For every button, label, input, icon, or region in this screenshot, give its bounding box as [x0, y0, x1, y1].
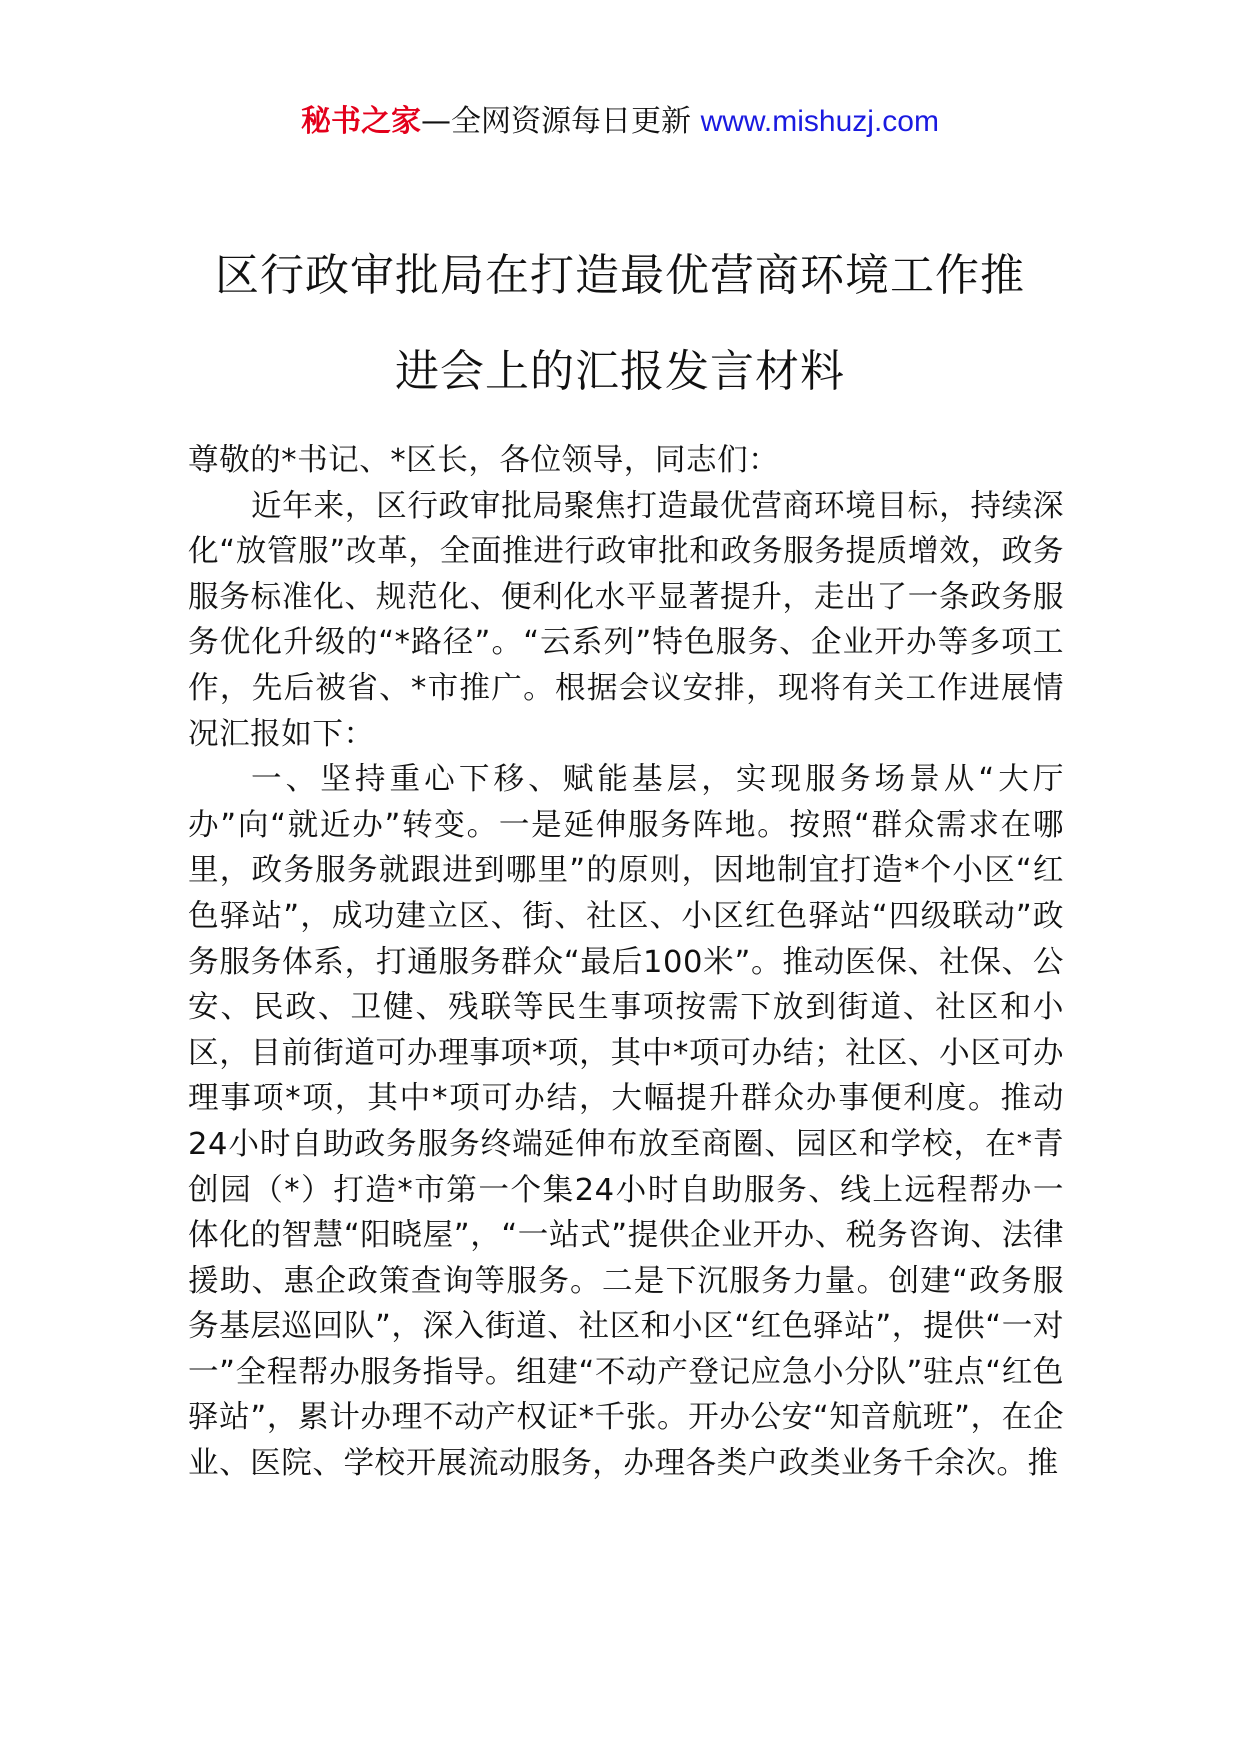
- paragraph-intro: 近年来，区行政审批局聚焦打造最优营商环境目标，持续深化“放管服”改革，全面推进行政审批和政务服务提质增效，政务服务标准化、规范化、便利化水平显著提升，走出了一条政务服务优化升级的“*路径”。“云系列”特色服务、企业开办等多项工作，先后被省、*市推广。根据会议安排，现将有关工作进展情况汇报如下：: [188, 488, 1064, 752]
- site-header: [0, 100, 1240, 144]
- brand-name: 秘书之家: [301, 104, 422, 139]
- document-title: [140, 228, 1100, 420]
- salutation: 尊敬的*书记、*区长，各位领导，同志们：: [188, 443, 780, 478]
- paragraph-section-one: 一、坚持重心下移、赋能基层，实现服务场景从“大厅办”向“就近办”转变。一是延伸服务阵地。按照“群众需求在哪里，政务服务就跟进到哪里”的原则，因地制宜打造*个小区“红色驿站”，成功建立区、街、社区、小区红色驿站“四级联动”政务服务体系，打通服务群众“最后100米”。推动医保、社保、公安、民政、卫健、残联等民生事项按需下放到街道、社区和小区，目前街道可办理事项*项，其中*项可办结；社区、小区可办理事项*项，其中*项可办结，大幅提升群众办事便利度。推动24小时自助政务服务终端延伸布放至商圈、园区和学校，在*青创园（*）打造*市第一个集24小时自助服务、线上远程帮办一体化的智慧“阳晓屋”，“一站式”提供企业开办、税务咨询、法律援助、惠企政策查询等服务。二是下沉服务力量。创建“政务服务基层巡回队”，深入街道、社区和小区“红色驿站”，提供“一对一”全程帮办服务指导。组建“不动产登记应急小分队”驻点“红色驿站”，累计办理不动产权证*千张。开办公安“知音航班”，在企业、医院、学校开展流动服务，办理各类户政类业务千余次。推: [188, 762, 1064, 1482]
- document-body: [188, 438, 1064, 1487]
- title-line-2: 进会上的汇报发言材料: [395, 346, 845, 397]
- title-line-1: 区行政审批局在打造最优营商环境工作推: [215, 250, 1025, 301]
- site-url-link[interactable]: www.mishuzj.com: [700, 105, 939, 138]
- header-tagline: —全网资源每日更新: [421, 104, 701, 139]
